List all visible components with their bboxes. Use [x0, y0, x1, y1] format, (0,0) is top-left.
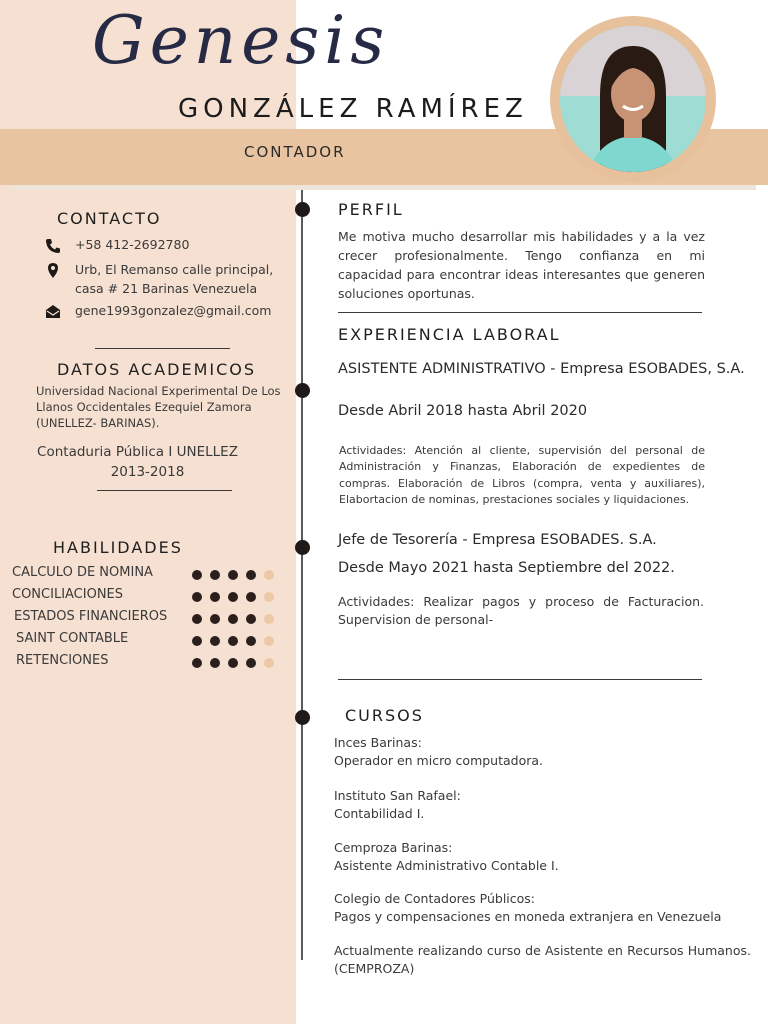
contact-divider [95, 348, 230, 349]
skill-dot-empty [264, 658, 274, 668]
timeline-dot-job2 [295, 540, 310, 555]
phone-number: +58 412-2692780 [75, 237, 190, 252]
skill-dot-filled [228, 614, 238, 624]
profile-photo [560, 26, 706, 172]
job-1-title: ASISTENTE ADMINISTRATIVO - Empresa ESOBADES, S.A. [338, 361, 745, 377]
skill-row [16, 631, 276, 651]
current-course: Actualmente realizando curso de Asistente en Recursos Humanos. (CEMPROZA) [334, 943, 751, 976]
academics-divider [97, 490, 232, 491]
job-2-title: Jefe de Tesorería - Empresa ESOBADES. S.A. [338, 532, 657, 548]
skill-name: CALCULO DE NOMINA [12, 565, 153, 580]
job-2-dates: Desde Mayo 2021 hasta Septiembre del 2022. [338, 560, 675, 576]
skill-name: SAINT CONTABLE [16, 631, 129, 646]
contact-address-row [44, 260, 284, 300]
course-institution: Colegio de Contadores Públicos: [334, 891, 536, 906]
degree: Contaduria Pública I UNELLEZ [37, 444, 238, 460]
skill-dot-filled [210, 570, 220, 580]
skill-dot-filled [246, 658, 256, 668]
course-institution: Instituto San Rafael: [334, 788, 461, 803]
skill-dot-filled [192, 570, 202, 580]
profile-divider [338, 312, 702, 313]
contact-phone-row [44, 235, 284, 255]
timeline-dot-courses [295, 710, 310, 725]
university-name: Universidad Nacional Experimental De Los Llanos Occidentales Ezequiel Zamora (UNELLEZ- BARINAS). [36, 384, 281, 430]
skills-heading: HABILIDADES [53, 538, 183, 557]
skill-dot-filled [210, 614, 220, 624]
degree-years: 2013-2018 [110, 464, 185, 480]
skill-name: ESTADOS FINANCIEROS [14, 609, 168, 624]
skill-dot-empty [264, 614, 274, 624]
courses-heading: CURSOS [345, 706, 424, 725]
skill-row [14, 609, 274, 629]
skill-row [12, 565, 272, 585]
course-name: Asistente Administrativo Contable I. [334, 858, 559, 873]
address-line-2: casa # 21 Barinas Venezuela [75, 281, 258, 296]
band-shadow [12, 185, 756, 190]
skill-name: RETENCIONES [16, 653, 109, 668]
address-line-1: Urb, El Remanso calle principal, [75, 262, 274, 277]
profile-heading: PERFIL [338, 200, 404, 219]
skill-dot-filled [192, 658, 202, 668]
skill-dot-filled [192, 592, 202, 602]
job-2-activities: Actividades: Realizar pagos y proceso de Facturacion. Supervision de personal- [338, 594, 704, 627]
course-name: Operador en micro computadora. [334, 753, 544, 768]
course-institution: Cemproza Barinas: [334, 840, 453, 855]
envelope-icon [44, 303, 62, 321]
contact-email-row [44, 301, 284, 321]
contact-heading: CONTACTO [57, 209, 162, 228]
profile-text: Me motiva mucho desarrollar mis habilidades y a la vez crecer profesionalmente. Tengo confianza en mi capacidad para encontrar ideas interesantes que generen soluciones oportunas. [338, 229, 705, 301]
first-name: Genesis [92, 2, 390, 79]
email-address: gene1993gonzalez@gmail.com [75, 303, 272, 318]
phone-icon [44, 237, 62, 255]
timeline-dot-profile [295, 202, 310, 217]
skill-dot-empty [264, 570, 274, 580]
location-pin-icon [44, 262, 62, 280]
skill-dot-filled [228, 658, 238, 668]
skill-dot-filled [246, 614, 256, 624]
course-institution: Inces Barinas: [334, 735, 422, 750]
skill-row [16, 653, 276, 673]
skill-dot-filled [228, 636, 238, 646]
job-1-dates: Desde Abril 2018 hasta Abril 2020 [338, 403, 588, 419]
experience-heading: EXPERIENCIA LABORAL [338, 325, 561, 344]
skill-dot-filled [246, 570, 256, 580]
skill-dot-filled [210, 636, 220, 646]
last-name: GONZÁLEZ RAMÍREZ [178, 94, 528, 124]
timeline-dot-experience [295, 383, 310, 398]
skill-dot-filled [228, 592, 238, 602]
skill-dot-filled [192, 614, 202, 624]
timeline-line [301, 190, 303, 960]
skill-dot-filled [246, 636, 256, 646]
job-1-activities: Actividades: Atención al cliente, supervisión del personal de Administración y Finanzas, Elaboración de expedientes de compras. Elaboración de Libros (compra, venta y auxiliares), Elabortacion de nominas, prestaciones sociales y liquidaciones. [339, 444, 705, 506]
job-role: CONTADOR [244, 143, 346, 161]
skill-row [12, 587, 272, 607]
skill-dot-empty [264, 636, 274, 646]
course-name: Pagos y compensaciones en moneda extranjera en Venezuela [334, 909, 722, 924]
academics-heading: DATOS ACADEMICOS [57, 360, 257, 379]
skill-dot-filled [246, 592, 256, 602]
skill-dot-empty [264, 592, 274, 602]
skill-dot-filled [192, 636, 202, 646]
skill-dot-filled [210, 658, 220, 668]
skill-dot-filled [228, 570, 238, 580]
skill-dot-filled [210, 592, 220, 602]
course-name: Contabilidad I. [334, 806, 425, 821]
experience-divider [338, 679, 702, 680]
skill-name: CONCILIACIONES [12, 587, 124, 602]
